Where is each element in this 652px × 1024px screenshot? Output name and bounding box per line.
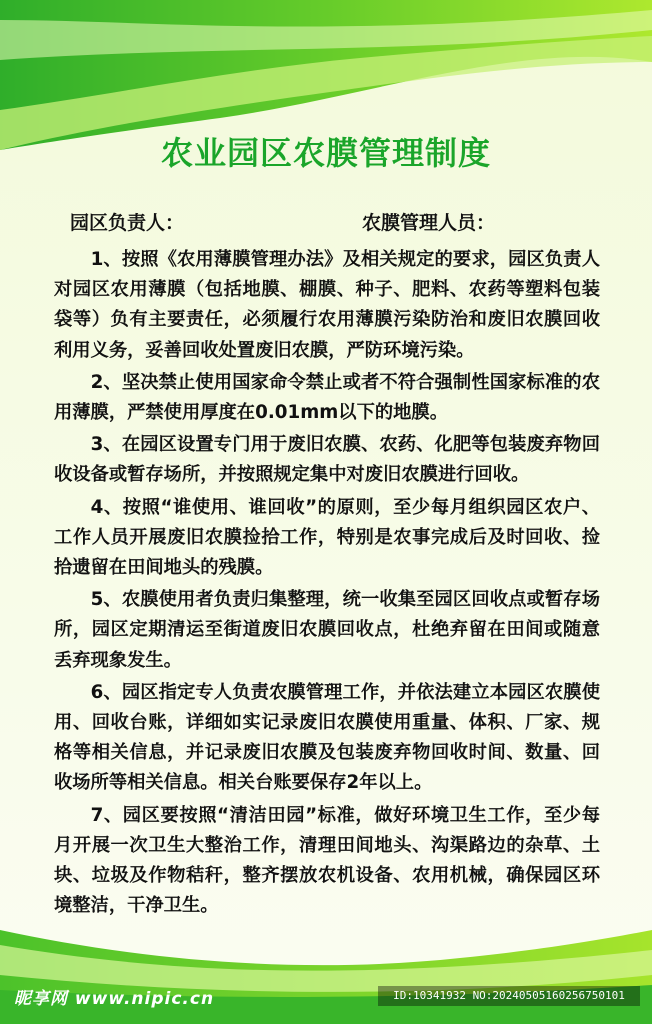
rule-paragraph: 6、园区指定专人负责农膜管理工作，并依法建立本园区农膜使用、回收台账，详细如实记录废旧农膜使用重量、体积、厂家、规格等相关信息，并记录废旧农膜及包装废弃物回收时间、数量、回收场所等相关信息。相关台账要保存2年以上。: [54, 681, 600, 794]
rule-paragraph: 7、园区要按照“清洁田园”标准，做好环境卫生工作，至少每月开展一次卫生大整治工作，清理田间地头、沟渠路边的杂草、土块、垃圾及作物秸秆，整齐摆放农机设备、农用机械，确保园区环境整洁，干净卫生。: [54, 804, 600, 917]
rules-body: [54, 245, 600, 923]
watermark-id: ID:10341932 NO:20240505160256750101: [378, 986, 640, 1006]
park-manager-label: 园区负责人：: [70, 212, 185, 234]
watermark-logo: 昵享网 www.nipic.cn: [14, 989, 215, 1009]
rule-paragraph: 1、按照《农用薄膜管理办法》及相关规定的要求，园区负责人对园区农用薄膜（包括地膜、棚膜、种子、肥料、农药等塑料包装袋等）负有主要责任，必须履行农用薄膜污染防治和废旧农膜回收利用义务，妥善回收处置废旧农膜，严防环境污染。: [54, 249, 600, 361]
rule-paragraph: 4、按照“谁使用、谁回收”的原则，至少每月组织园区农户、工作人员开展废旧农膜捡拾工作，特别是农事完成后及时回收、捡拾遗留在田间地头的残膜。: [54, 496, 600, 579]
film-manager-label: 农膜管理人员：: [362, 212, 496, 234]
rule-paragraph: 2、坚决禁止使用国家命令禁止或者不符合强制性国家标准的农用薄膜，严禁使用厚度在0.01mm以下的地膜。: [54, 371, 600, 424]
rule-paragraph: 3、在园区设置专门用于废旧农膜、农药、化肥等包装废弃物回收设备或暂存场所，并按照规定集中对废旧农膜进行回收。: [54, 434, 600, 486]
rule-paragraph: 5、农膜使用者负责归集整理，统一收集至园区回收点或暂存场所，园区定期清运至街道废旧农膜回收点，杜绝弃留在田间或随意丢弃现象发生。: [54, 589, 600, 671]
page-title: 农业园区农膜管理制度: [160, 134, 491, 172]
